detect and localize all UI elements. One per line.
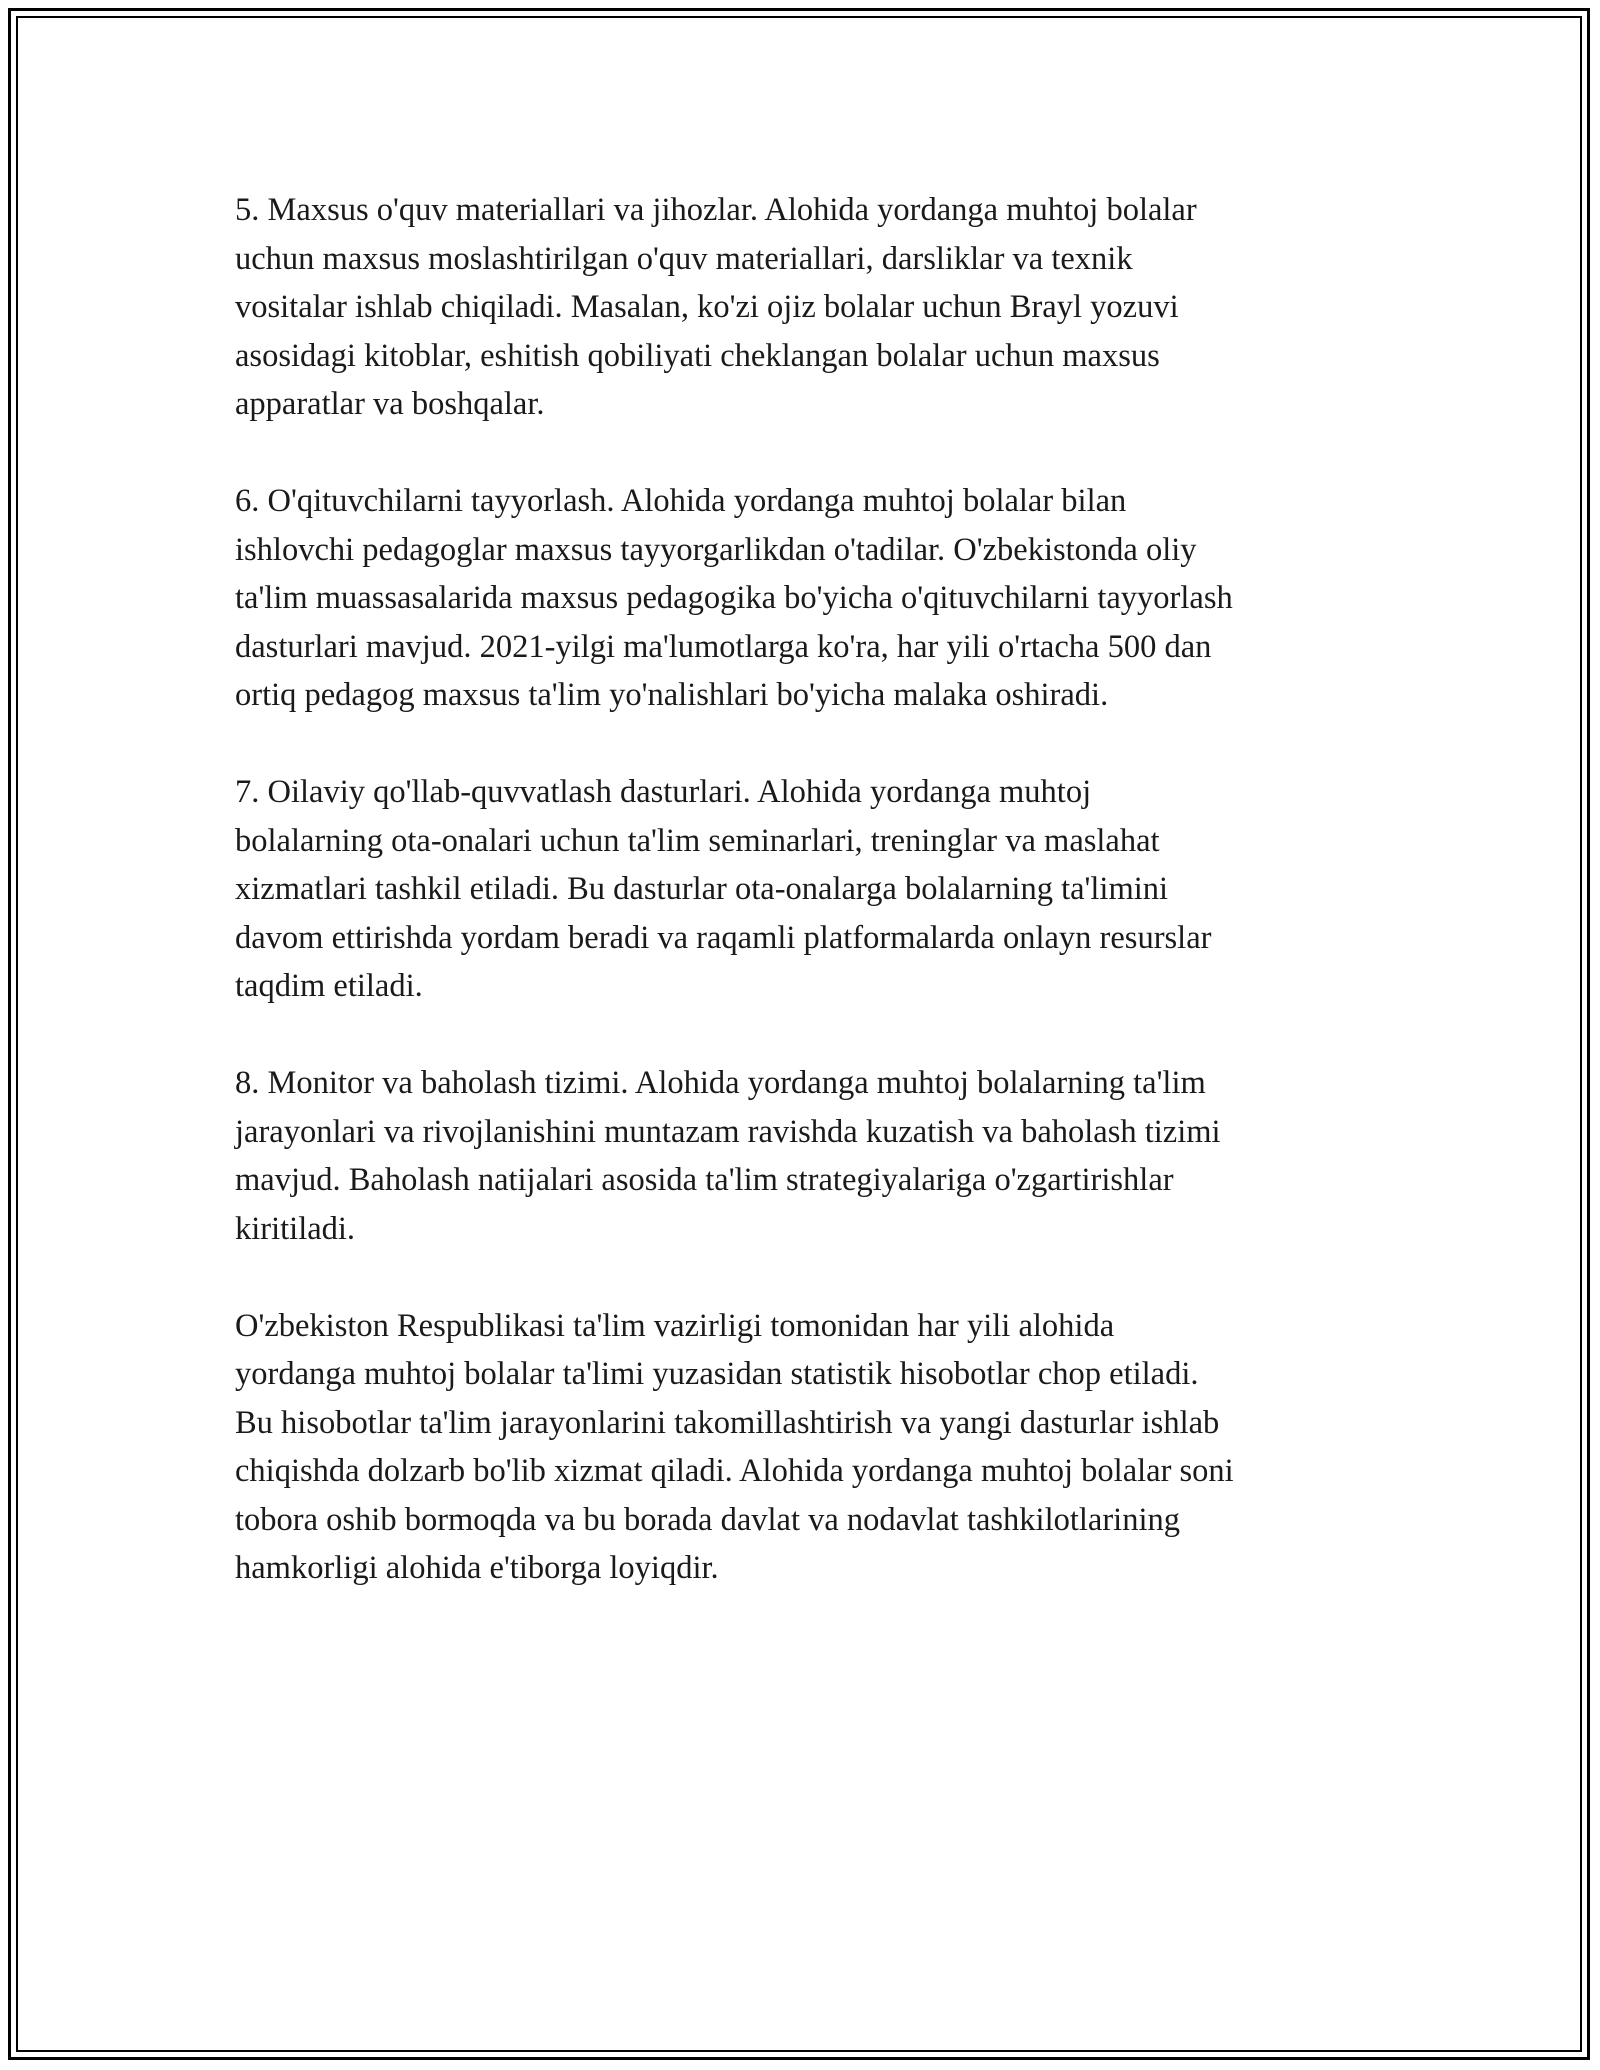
text-line: asosidagi kitoblar, eshitish qobiliyati cheklangan bolalar uchun maxsus [235, 337, 1160, 374]
text-line: hamkorligi alohida e'tiborga loyiqdir. [235, 1550, 719, 1586]
text-line: uchun maxsus moslashtirilgan o'quv materiallari, darsliklar va texnik [235, 240, 1133, 277]
text-line: 5. Maxsus o'quv materiallari va jihozlar. Alohida yordanga muhtoj bolalar [235, 192, 1197, 228]
paragraph-section-7 [235, 768, 1375, 1011]
text-line: tobora oshib bormoqda va bu borada davlat va nodavlat tashkilotlarining [235, 1501, 1180, 1538]
document-body [235, 186, 1375, 1641]
text-line: taqdim etiladi. [235, 968, 423, 1004]
text-line: ortiq pedagog maxsus ta'lim yo'nalishlari bo'yicha malaka oshiradi. [235, 677, 1109, 713]
text-line: O'zbekiston Respublikasi ta'lim vazirligi tomonidan har yili alohida [235, 1307, 1115, 1344]
text-line: ta'lim muassasalarida maxsus pedagogika bo'yicha o'qituvchilarni tayyorlash [235, 580, 1233, 616]
text-line: chiqishda dolzarb bo'lib xizmat qiladi. Alohida yordanga muhtoj bolalar soni [235, 1453, 1234, 1489]
text-line: mavjud. Baholash natijalari asosida ta'lim strategiyalariga o'zgartirishlar [235, 1162, 1174, 1198]
text-line: bolalarning ota-onalari uchun ta'lim seminarlari, treninglar va maslahat [235, 822, 1160, 859]
text-line: 6. O'qituvchilarni tayyorlash. Alohida yordanga muhtoj bolalar bilan [235, 483, 1127, 519]
text-line: Bu hisobotlar ta'lim jarayonlarini takomillashtirish va yangi dasturlar ishlab [235, 1404, 1220, 1441]
text-line: 8. Monitor va baholash tizimi. Alohida yordanga muhtoj bolalarning ta'lim [235, 1065, 1206, 1101]
text-line: apparatlar va boshqalar. [235, 386, 545, 422]
text-line: kiritiladi. [235, 1210, 356, 1247]
paragraph-section-6 [235, 477, 1375, 720]
text-line: jarayonlari va rivojlanishini muntazam ravishda kuzatish va baholash tizimi [235, 1113, 1221, 1150]
paragraph-section-5 [235, 186, 1375, 429]
text-line: yordanga muhtoj bolalar ta'limi yuzasidan statistik hisobotlar chop etiladi. [235, 1356, 1199, 1392]
paragraph-conclusion [235, 1302, 1375, 1593]
paragraph-section-8 [235, 1059, 1375, 1253]
text-line: xizmatlari tashkil etiladi. Bu dasturlar ota-onalarga bolalarning ta'limini [235, 871, 1169, 907]
text-line: davom ettirishda yordam beradi va raqamli platformalarda onlayn resurslar [235, 919, 1212, 956]
text-line: dasturlari mavjud. 2021-yilgi ma'lumotlarga ko'ra, har yili o'rtacha 500 dan [235, 628, 1212, 665]
text-line: vositalar ishlab chiqiladi. Masalan, ko'zi ojiz bolalar uchun Brayl yozuvi [235, 289, 1179, 325]
text-line: ishlovchi pedagoglar maxsus tayyorgarlikdan o'tadilar. O'zbekistonda oliy [235, 531, 1197, 568]
text-line: 7. Oilaviy qo'llab-quvvatlash dasturlari. Alohida yordanga muhtoj [235, 774, 1092, 810]
